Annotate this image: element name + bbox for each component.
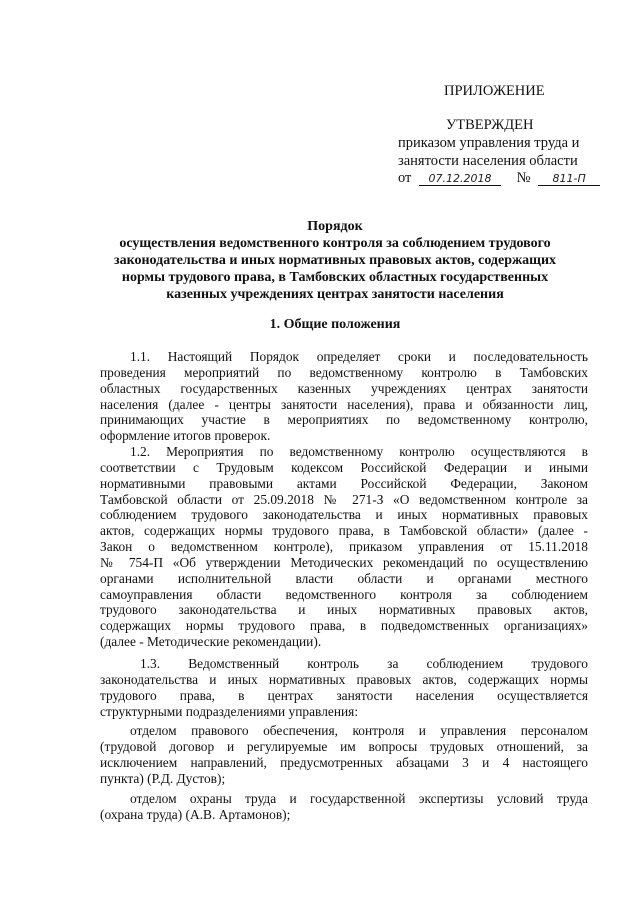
text-line: структурными подразделениями управления: [100,703,359,719]
text-line: самоуправления области ведомственного контроля за соблюдением [100,586,588,602]
paragraph-1-2 [100,444,588,650]
text-line: оформление итогов проверок. [100,428,271,444]
paragraph-department-1 [100,723,588,786]
approved-label: УТВЕРЖДЕН [446,117,534,133]
appendix-label: ПРИЛОЖЕНИЕ [444,83,545,99]
handwritten-number: 811-П [538,172,600,186]
date-prefix: от [398,170,412,186]
order-line-1: приказом управления труда и [398,135,580,151]
number-prefix: № [516,170,531,186]
title-line-3: законодательства и иных нормативных правовых актов, содержащих [113,253,557,268]
paragraph-department-2 [100,791,588,823]
text-line: исключением направлений, предусмотренных абзацами 3 и 4 настоящего [100,754,588,770]
section-heading: 1. Общие положения [269,317,401,332]
text-line: отделом охраны труда и государственной экспертизы условий труда [130,791,588,806]
text-line: 1.2. Мероприятия по ведомственному контролю осуществляются в [130,444,588,459]
handwritten-date: 07.12.2018 [419,172,501,186]
text-line: отделом правового обеспечения, контроля и управления персоналом [130,723,588,738]
text-line: пункта) (Р.Д. Дустов); [100,770,226,786]
text-line: нормативными правовыми актами Российской Федерации, Законом [100,475,588,491]
text-line: органами исполнительной власти области и органами местного [100,570,588,586]
text-line: (трудовой договор и регулируемые им вопросы трудовых отношений, за [100,738,588,754]
document-title [70,218,600,303]
text-line: Закон о ведомственном контроле), приказом управления от 15.11.2018 [100,539,588,555]
text-line: № 754-П «Об утверждении Методических рекомендаций по осуществлению [100,554,588,570]
text-line: (далее - Методические рекомендации). [100,634,322,650]
text-line: областных государственных казенных учреждениях центрах занятости [100,380,588,396]
text-line: соответствии с Трудовым кодексом Российской Федерации и иными [100,459,588,475]
text-line: населения (далее - центры занятости населения), права и обязанности лиц, [100,396,588,412]
text-line: содержащих нормы трудового права, в подведомственных организациях» [100,618,588,634]
text-line: Тамбовской области от 25.09.2018 № 271-З «О ведомственном контроле за [100,491,588,507]
text-line: актов, содержащих нормы трудового права, в Тамбовской области» (далее - [100,523,588,539]
text-line: трудового законодательства и иных нормативных правовых актов, [100,602,588,618]
order-line-2: занятости населения области [398,153,578,169]
title-line-2: осуществления ведомственного контроля за соблюдением трудового [119,236,551,251]
text-line: трудового права, в центрах занятости населения осуществляется [100,687,588,703]
text-line: (охрана труда) (А.В. Артамонов); [100,806,291,822]
title-line-5: казенных учреждениях центрах занятости населения [166,287,504,302]
text-line: соблюдением трудового законодательства и иных нормативных правовых [100,507,588,523]
text-line: законодательства и иных нормативных правовых актов, содержащих нормы [100,671,588,687]
text-line: принимающих участие в мероприятиях по ведомственному контролю, [100,412,588,428]
order-date-line [398,170,600,187]
title-line-1: Порядок [307,219,363,234]
text-line: 1.1. Настоящий Порядок определяет сроки и последовательность [130,349,588,364]
paragraph-1-1 [100,349,588,444]
text-line: 1.3. Ведомственный контроль за соблюдением трудового [140,656,588,671]
text-line: проведения мероприятий по ведомственному контролю в Тамбовских [100,364,588,380]
title-line-4: нормы трудового права, в Тамбовских областных государственных [121,270,549,285]
paragraph-1-3 [100,656,588,719]
